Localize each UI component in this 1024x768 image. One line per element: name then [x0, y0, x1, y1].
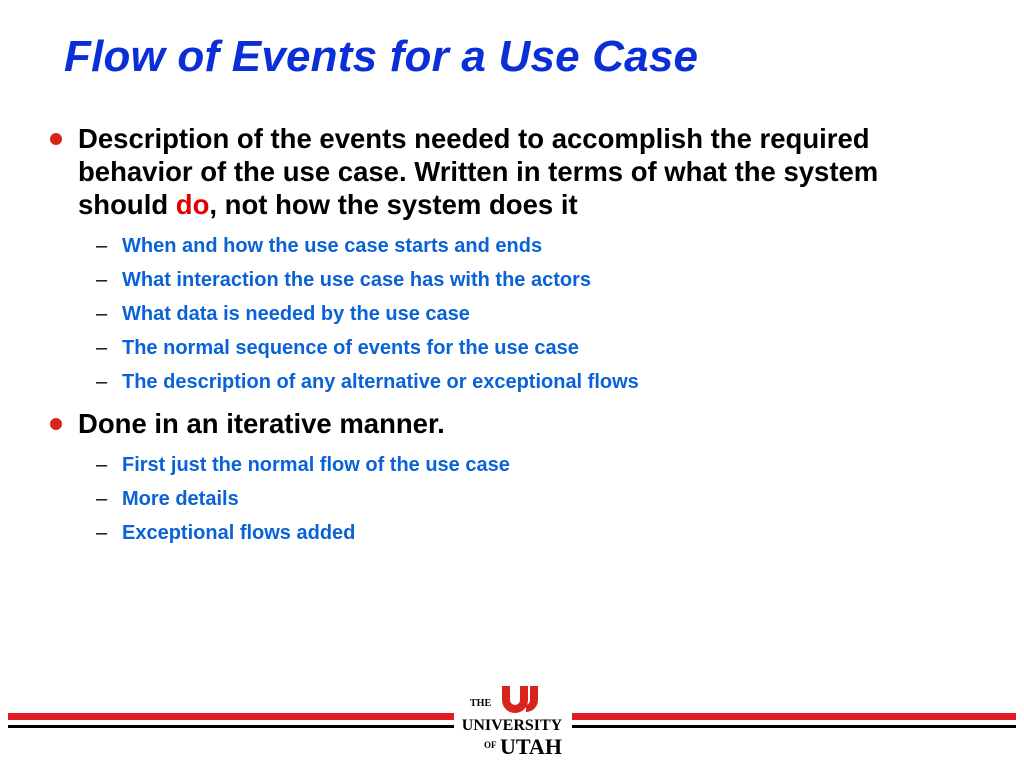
bullet-item [46, 122, 976, 221]
subitem [90, 263, 976, 297]
subitem-text: When and how the use case starts and ends [122, 235, 543, 257]
dash-icon: – [96, 371, 108, 393]
rule-black-right [572, 725, 1016, 728]
dash-icon: – [96, 235, 108, 257]
dash-icon: – [96, 337, 108, 359]
rule-black-left [8, 725, 454, 728]
logo-utah: UTAH [500, 734, 562, 759]
subitem [90, 516, 976, 550]
bullet-dot-icon [50, 133, 62, 145]
bullet-highlight: do [175, 189, 210, 220]
bullet-dot-icon [50, 418, 62, 430]
bullet-text: Done in an iterative manner. [78, 408, 445, 439]
dash-icon: – [96, 303, 108, 325]
subitem-text: First just the normal flow of the use case [122, 454, 510, 476]
logo-the: THE [470, 698, 492, 709]
rule-red-left [8, 713, 454, 720]
logo-university: UNIVERSITY [462, 717, 562, 734]
subitem-text: What data is needed by the use case [122, 303, 470, 325]
footer [0, 684, 1024, 768]
subitem [90, 297, 976, 331]
dash-icon: – [96, 488, 108, 510]
subitem-text: The description of any alternative or exceptional flows [122, 371, 639, 393]
subitem-list [90, 448, 976, 550]
subitem-text: The normal sequence of events for the use case [122, 337, 579, 359]
subitem-text: Exceptional flows added [122, 522, 356, 544]
rule-red-right [572, 713, 1016, 720]
dash-icon: – [96, 269, 108, 291]
subitem-text: What interaction the use case has with the actors [122, 269, 592, 291]
subitem-text: More details [122, 488, 239, 510]
slide-title: Flow of Events for a Use Case [64, 32, 699, 81]
subitem [90, 482, 976, 516]
utah-u-icon [502, 686, 538, 713]
university-logo [462, 684, 562, 768]
logo-of: OF [484, 740, 497, 750]
bullet-item [46, 407, 976, 440]
subitem-list [90, 229, 976, 399]
subitem [90, 365, 976, 399]
dash-icon: – [96, 454, 108, 476]
dash-icon: – [96, 522, 108, 544]
subitem [90, 448, 976, 482]
subitem [90, 229, 976, 263]
bullet-text-after: , not how the system does it [209, 189, 578, 220]
bullet-list [46, 122, 976, 550]
subitem [90, 331, 976, 365]
bullet-text-before: Description of the events needed to accomplish the required behavior of the use case. Written in terms of what the system should [78, 123, 879, 220]
